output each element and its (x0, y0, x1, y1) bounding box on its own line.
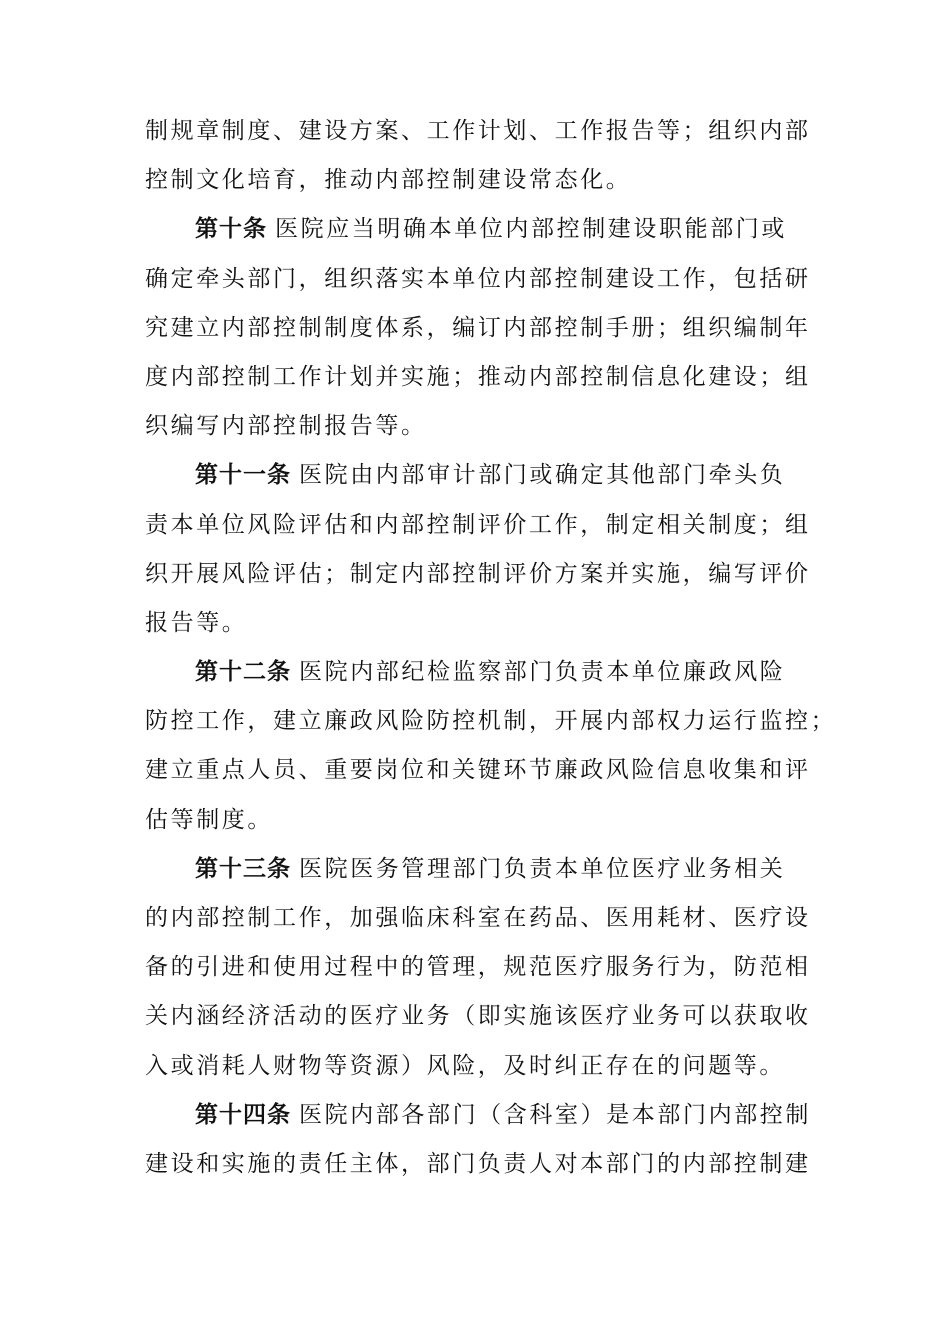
article-text: 估等制度。 (145, 806, 273, 833)
article-text: 的内部控制工作，加强临床科室在药品、医用耗材、医疗设 (145, 905, 811, 931)
article-text: 织编写内部控制报告等。 (145, 413, 427, 440)
article-text: 责本单位风险评估和内部控制评价工作，制定相关制度；组 (145, 511, 811, 538)
article-text: 建立重点人员、重要岗位和关键环节廉政风险信息收集和评 (145, 757, 811, 784)
article-text: 织开展风险评估；制定内部控制评价方案并实施，编写评价 (145, 560, 811, 587)
article-text: 制规章制度、建设方案、工作计划、工作报告等；组织内部 (145, 118, 811, 144)
body-text-line (145, 402, 815, 451)
body-text-line (145, 697, 837, 746)
article-heading: 第十三条 (195, 855, 291, 882)
article-text: 入或消耗人财物等资源）风险，及时纠正存在的问题等。 (145, 1052, 785, 1079)
body-text-line (145, 550, 815, 599)
article-heading: 第十四条 (195, 1101, 291, 1128)
article-text: 控制文化培育，推动内部控制建设常态化。 (145, 167, 632, 194)
body-text-line (145, 599, 815, 648)
body-text-line (145, 796, 815, 845)
article-heading: 第十二条 (195, 659, 291, 686)
body-text-line (145, 107, 815, 156)
article-text: 医院内部纪检监察部门负责本单位廉政风险 (299, 659, 786, 686)
article-text: 究建立内部控制制度体系，编订内部控制手册；组织编制年 (145, 314, 811, 341)
body-text-line (145, 992, 815, 1041)
article-text: 医院医务管理部门负责本单位医疗业务相关 (299, 855, 786, 882)
article-text: 医院应当明确本单位内部控制建设职能部门或 (275, 216, 787, 243)
article-text: 医院内部各部门（含科室）是本部门内部控制 (299, 1101, 811, 1128)
article-10-first-line (145, 205, 815, 254)
body-text-line (145, 501, 815, 550)
article-text: 关内涵经济活动的医疗业务（即实施该医疗业务可以获取收 (145, 1003, 811, 1030)
body-text-line (145, 156, 815, 205)
article-text: 度内部控制工作计划并实施；推动内部控制信息化建设；组 (145, 363, 811, 390)
body-text-line (145, 746, 815, 795)
article-heading: 第十条 (195, 216, 267, 243)
article-14-first-line (145, 1091, 815, 1140)
article-text: 备的引进和使用过程中的管理，规范医疗服务行为，防范相 (145, 954, 811, 981)
body-text-line (145, 1140, 815, 1189)
article-11-first-line (145, 451, 815, 500)
article-text: 医院由内部审计部门或确定其他部门牵头负 (299, 462, 786, 489)
body-text-line (145, 353, 815, 402)
article-13-first-line (145, 845, 815, 894)
article-text: 建设和实施的责任主体，部门负责人对本部门的内部控制建 (145, 1150, 811, 1177)
article-heading: 第十一条 (195, 462, 291, 489)
article-text: 确定牵头部门，组织落实本单位内部控制建设工作，包括研 (145, 265, 811, 292)
body-text-line (145, 304, 815, 353)
body-text-line (145, 255, 815, 304)
body-text-line (145, 943, 815, 992)
article-text: 防控工作，建立廉政风险防控机制，开展内部权力运行监控； (145, 708, 837, 735)
article-12-first-line (145, 648, 815, 697)
article-text: 报告等。 (145, 609, 248, 636)
body-text-line (145, 1042, 815, 1091)
body-text-line (145, 894, 815, 943)
document-page (145, 107, 837, 1189)
